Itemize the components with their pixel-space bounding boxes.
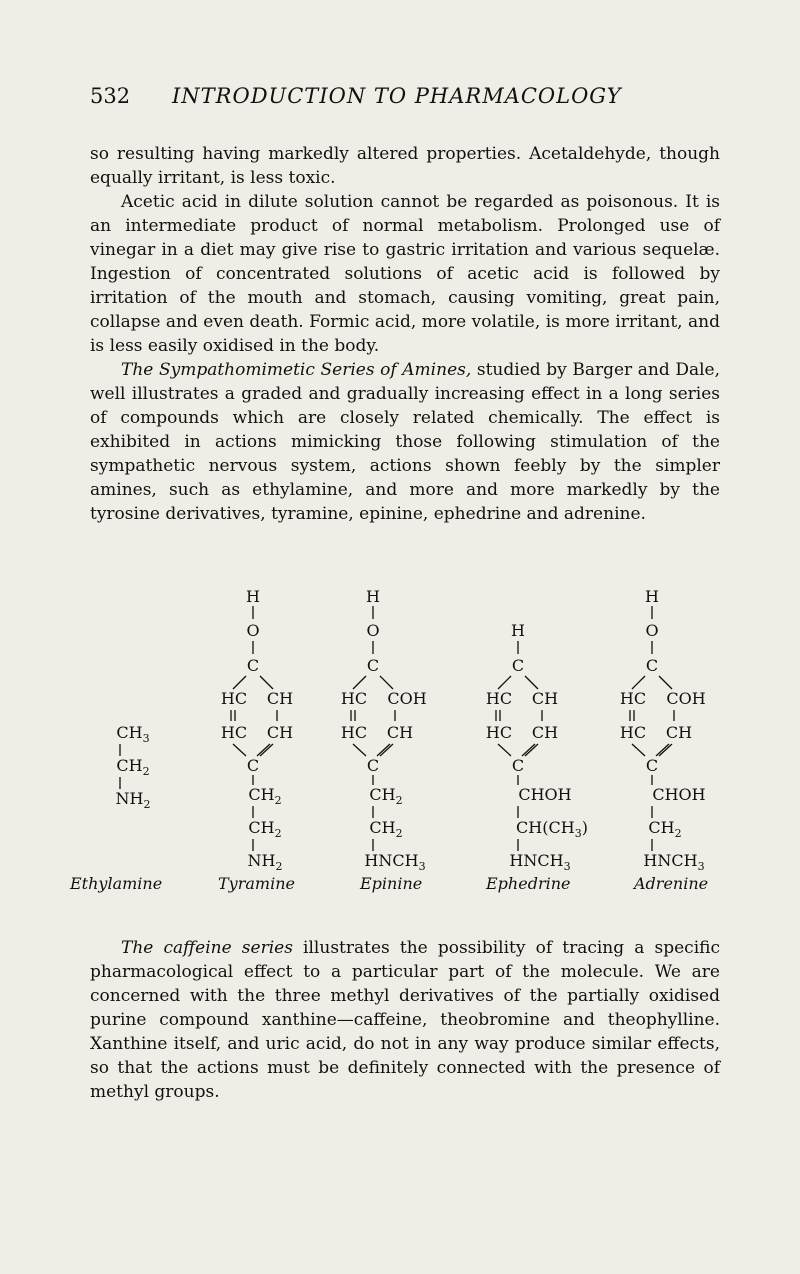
atom-hc: HC: [220, 723, 248, 742]
paragraph: Acetic acid in dilute solution cannot be regarded as poisonous. It is an intermediate product of normal metabolism. Prolonged use of vinegar in a diet may give rise to gastric irritation and various sequelæ. Ingestion of concentrated solutions of acetic acid is followed by irritation of the mouth and stomach, causing vomiting, great pain, collapse and even death. Formic acid, more volatile, is more irritant, and is less easily oxidised in the body.: [90, 192, 720, 356]
label-ethylamine: Ethylamine: [70, 874, 163, 893]
tyramine-ch2-2: $CH_2$: [248, 818, 282, 840]
atom-ch: CH: [266, 689, 294, 708]
atom-c: C: [511, 656, 525, 675]
atom-hc: HC: [485, 723, 513, 742]
atom-c: C: [645, 756, 659, 775]
paragraph: [90, 358, 720, 526]
ethyl-nh2: $NH_2$: [115, 789, 151, 811]
ethyl-ch3: $CH_3$: [116, 723, 150, 745]
tyramine-ch2-1: $CH_2$: [248, 785, 282, 807]
tyramine-nh2: $NH_2$: [247, 851, 283, 873]
label-ephedrine: Ephedrine: [486, 874, 571, 893]
chain-rows-svg: [0, 775, 800, 895]
chain-rows: [0, 775, 800, 895]
atom-c: C: [511, 756, 525, 775]
atom-h: H: [366, 590, 380, 606]
epinine-ch2-2: $CH_2$: [369, 818, 403, 840]
section-lead-italic: The Sympathomimetic Series of Amines,: [121, 360, 472, 380]
paragraph-rest: studied by Barger and Dale, well illustrates a graded and gradually increasing effect in a long series of compounds which are closely related chemically. The effect is exhibited in actions mimicking those following stimulation of the sympathetic nervous system, actions shown feebly by the simpler amines, such as ethylamine, and more and more markedly by the tyrosine derivatives, tyramine, epinine, ephedrine and adrenine.: [90, 360, 721, 524]
epinine-ch2-1: $CH_2$: [369, 785, 403, 807]
atom-coh: COH: [387, 689, 427, 708]
label-epinine: Epinine: [360, 874, 423, 893]
running-title: INTRODUCTION TO PHARMACOLOGY: [172, 84, 622, 108]
atom-hc: HC: [485, 689, 513, 708]
ethyl-ch2: $CH_2$: [116, 756, 150, 778]
atom-hc: HC: [340, 689, 368, 708]
atom-ch: CH: [266, 723, 294, 742]
ephedrine-chch3: $CH(CH_3)$: [516, 818, 588, 840]
atom-hc: HC: [340, 723, 368, 742]
adrenine-choh: CHOH: [652, 785, 706, 804]
atom-c: C: [366, 656, 380, 675]
atom-hc: HC: [619, 689, 647, 708]
section-lead-italic: The caffeine series: [121, 938, 293, 958]
epinine-hnch3: $HNCH_3$: [364, 851, 426, 873]
paragraph: so resulting having markedly altered properties. Acetaldehyde, though equally irritant, is less toxic.: [90, 144, 720, 188]
atom-o: O: [645, 621, 659, 640]
adrenine-hnch3: $HNCH_3$: [643, 851, 705, 873]
ephedrine-hnch3: $HNCH_3$: [509, 851, 571, 873]
atom-c: C: [366, 756, 380, 775]
atom-h: H: [645, 590, 659, 606]
running-header: [90, 84, 720, 118]
body-text-top: [90, 142, 720, 526]
atom-hc: HC: [220, 689, 248, 708]
page-number: 532: [90, 84, 131, 108]
atom-ch: CH: [531, 723, 559, 742]
label-adrenine: Adrenine: [634, 874, 709, 893]
atom-ch: CH: [665, 723, 693, 742]
atom-c: C: [246, 656, 260, 675]
atom-ch: CH: [386, 723, 414, 742]
atom-c: C: [246, 756, 260, 775]
body-text-bottom: [90, 936, 720, 1104]
atom-c: C: [645, 656, 659, 675]
paragraph-rest: illustrates the possibility of tracing a specific pharmacological effect to a particular part of the molecule. We are concerned with the three methyl derivatives of the partially oxidised purine compound xanthine—caffeine, theobromine and theophylline. Xanthine itself, and uric acid, do not in any way produce similar effects, so that the actions must be definitely connected with the presence of methyl groups.: [90, 938, 720, 1102]
paragraph: [90, 936, 720, 1104]
atom-h: H: [511, 621, 525, 640]
label-tyramine: Tyramine: [218, 874, 295, 893]
atom-o: O: [366, 621, 380, 640]
atom-hc: HC: [619, 723, 647, 742]
atom-o: O: [246, 621, 260, 640]
atom-h: H: [246, 590, 260, 606]
adrenine-ch2: $CH_2$: [648, 818, 682, 840]
atom-ch: CH: [531, 689, 559, 708]
atom-coh: COH: [666, 689, 706, 708]
ephedrine-choh: CHOH: [518, 785, 572, 804]
